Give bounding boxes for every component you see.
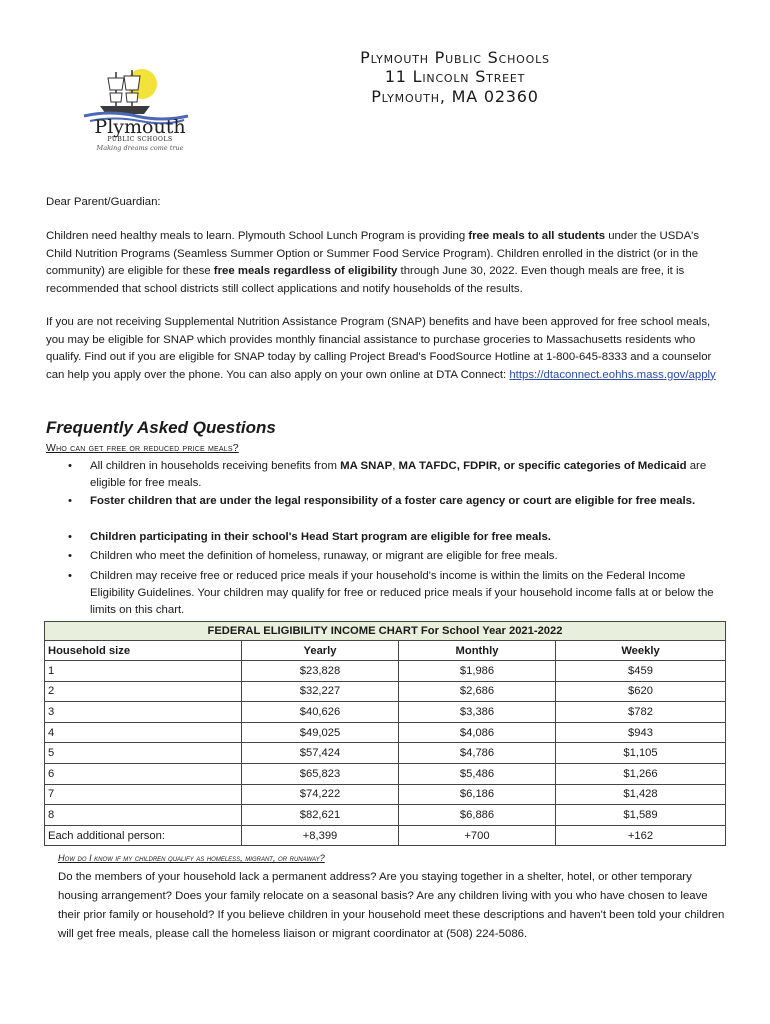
logo-tagline: Making dreams come true	[96, 144, 184, 152]
bullet-1-snap: MA SNAP	[340, 460, 393, 472]
header-line-1: Plymouth Public Schools	[360, 48, 550, 67]
cell-yearly: +8,399	[242, 825, 399, 846]
table-row	[45, 825, 726, 846]
table-row	[45, 763, 726, 784]
table-title: FEDERAL ELIGIBILITY INCOME CHART For School Year 2021-2022	[45, 622, 726, 641]
logo-name: Plymouth	[94, 116, 186, 138]
cell-size: 7	[45, 784, 242, 805]
bullet-icon: •	[68, 550, 72, 562]
cell-weekly: $620	[556, 681, 726, 702]
para2-text: If you are not receiving Supplemental Nutrition Assistance Program (SNAP) benefits and have been approved for free school meals, you may be eligible for SNAP which provides monthly financial assistance to purchase groceries to Massachusetts residents who qualify. Find out if you are eligible for SNAP today by calling Project Bread's FoodSource Hotline at 1-800-645-8333 and a counselor can help you apply over the phone. You can also apply on your own online at DTA Connect:	[46, 316, 712, 381]
cell-yearly: $40,626	[242, 702, 399, 723]
cell-weekly: +162	[556, 825, 726, 846]
cell-monthly: $2,686	[399, 681, 556, 702]
bullet-icon: •	[68, 460, 72, 472]
cell-weekly: $782	[556, 702, 726, 723]
cell-size: 1	[45, 661, 242, 682]
header-yearly: Yearly	[242, 641, 399, 661]
cell-monthly: $6,186	[399, 784, 556, 805]
header-monthly: Monthly	[399, 641, 556, 661]
table-row	[45, 681, 726, 702]
para1-a: Children need healthy meals to learn. Plymouth School Lunch Program is providing	[46, 230, 469, 242]
cell-monthly: $5,486	[399, 763, 556, 784]
cell-monthly: $4,786	[399, 743, 556, 764]
income-eligibility-table	[44, 621, 726, 846]
cell-yearly: $49,025	[242, 722, 399, 743]
bullet-1-e: are eligible for free meals.	[90, 460, 707, 490]
bullet-icon: •	[68, 570, 72, 582]
cell-size: 3	[45, 702, 242, 723]
cell-monthly: $4,086	[399, 722, 556, 743]
cell-yearly: $57,424	[242, 743, 399, 764]
bullet-1-comma: ,	[392, 460, 399, 472]
cell-weekly: $1,105	[556, 743, 726, 764]
paragraph-meals	[46, 228, 722, 298]
question-who-can-get: Who can get free or reduced price meals?	[46, 442, 239, 454]
para1-e: through June 30, 2022. Even though meals are free, it is recommended that school districts still collect applications and notify households of the results.	[46, 265, 685, 295]
table-row	[45, 784, 726, 805]
bullet-item-1	[68, 458, 722, 493]
cell-monthly: +700	[399, 825, 556, 846]
cell-monthly: $1,986	[399, 661, 556, 682]
bullet-1-a: All children in households receiving benefits from	[90, 460, 341, 472]
header-household-size: Household size	[45, 641, 242, 661]
table-row	[45, 702, 726, 723]
header-line-2: 11 Lincoln Street	[384, 67, 526, 86]
cell-yearly: $74,222	[242, 784, 399, 805]
table-row	[45, 805, 726, 826]
cell-size: 2	[45, 681, 242, 702]
cell-weekly: $1,589	[556, 805, 726, 826]
cell-weekly: $1,266	[556, 763, 726, 784]
cell-size: 8	[45, 805, 242, 826]
dta-connect-link[interactable]: https://dtaconnect.eohhs.mass.gov/apply	[509, 368, 716, 381]
para1-free-meals: free meals to all students	[468, 230, 606, 242]
cell-size: 4	[45, 722, 242, 743]
cell-size: 5	[45, 743, 242, 764]
cell-yearly: $82,621	[242, 805, 399, 826]
bullet-4-text: Children who meet the definition of homeless, runaway, or migrant are eligible for free meals.	[90, 550, 558, 562]
paragraph-snap	[46, 314, 722, 384]
faq-title: Frequently Asked Questions	[46, 418, 276, 437]
header-weekly: Weekly	[556, 641, 726, 661]
bullet-item-2	[68, 493, 722, 528]
cell-monthly: $3,386	[399, 702, 556, 723]
cell-size: Each additional person:	[45, 825, 242, 846]
bullet-1-programs: MA TAFDC, FDPIR, or specific categories of Medicaid	[398, 460, 687, 472]
para1-c: under the USDA's Child Nutrition Programs (Seamless Summer Option or Summer Food Service Program). Children enrolled in the district (or in the community) are eligible for these	[46, 230, 700, 278]
cell-size: 6	[45, 763, 242, 784]
paragraph-homeless: Do the members of your household lack a permanent address? Are you staying together in a shelter, hotel, or other temporary housing arrangement? Does your family relocate on a seasonal basis? Are any children living with you who have chosen to leave their prior family or household? If you believe children in your household meet these descriptions and haven't been told your children will get free meals, please call the homeless liaison or migrant coordinator at (508) 224-5086.	[58, 871, 725, 940]
bullet-2-text: Foster children that are under the legal responsibility of a foster care agency or court are eligible for free meals.	[90, 495, 696, 507]
cell-yearly: $65,823	[242, 763, 399, 784]
question-homeless: How do I know if my children qualify as homeless, migrant, or runaway?	[58, 853, 325, 863]
logo-sub: PUBLIC SCHOOLS	[107, 136, 173, 143]
table-row	[45, 722, 726, 743]
cell-yearly: $23,828	[242, 661, 399, 682]
cell-monthly: $6,886	[399, 805, 556, 826]
plymouth-logo	[80, 66, 192, 156]
cell-yearly: $32,227	[242, 681, 399, 702]
greeting: Dear Parent/Guardian:	[46, 196, 161, 208]
header-line-3: Plymouth, MA 02360	[371, 87, 539, 106]
cell-weekly: $943	[556, 722, 726, 743]
cell-weekly: $459	[556, 661, 726, 682]
bullet-5-text: Children may receive free or reduced price meals if your household's income is within the limits on the Federal Income Eligibility Guidelines. Your children may qualify for free or reduced price meals if your household income falls at or below the limits on this chart.	[90, 570, 714, 617]
table-row	[45, 743, 726, 764]
table-row	[45, 661, 726, 682]
bullet-icon: •	[68, 531, 72, 543]
cell-weekly: $1,428	[556, 784, 726, 805]
para1-regardless: free meals regardless of eligibility	[213, 265, 398, 278]
bullet-icon: •	[68, 495, 72, 507]
bullet-3-text: Children participating in their school's Head Start program are eligible for free meals.	[90, 531, 551, 543]
